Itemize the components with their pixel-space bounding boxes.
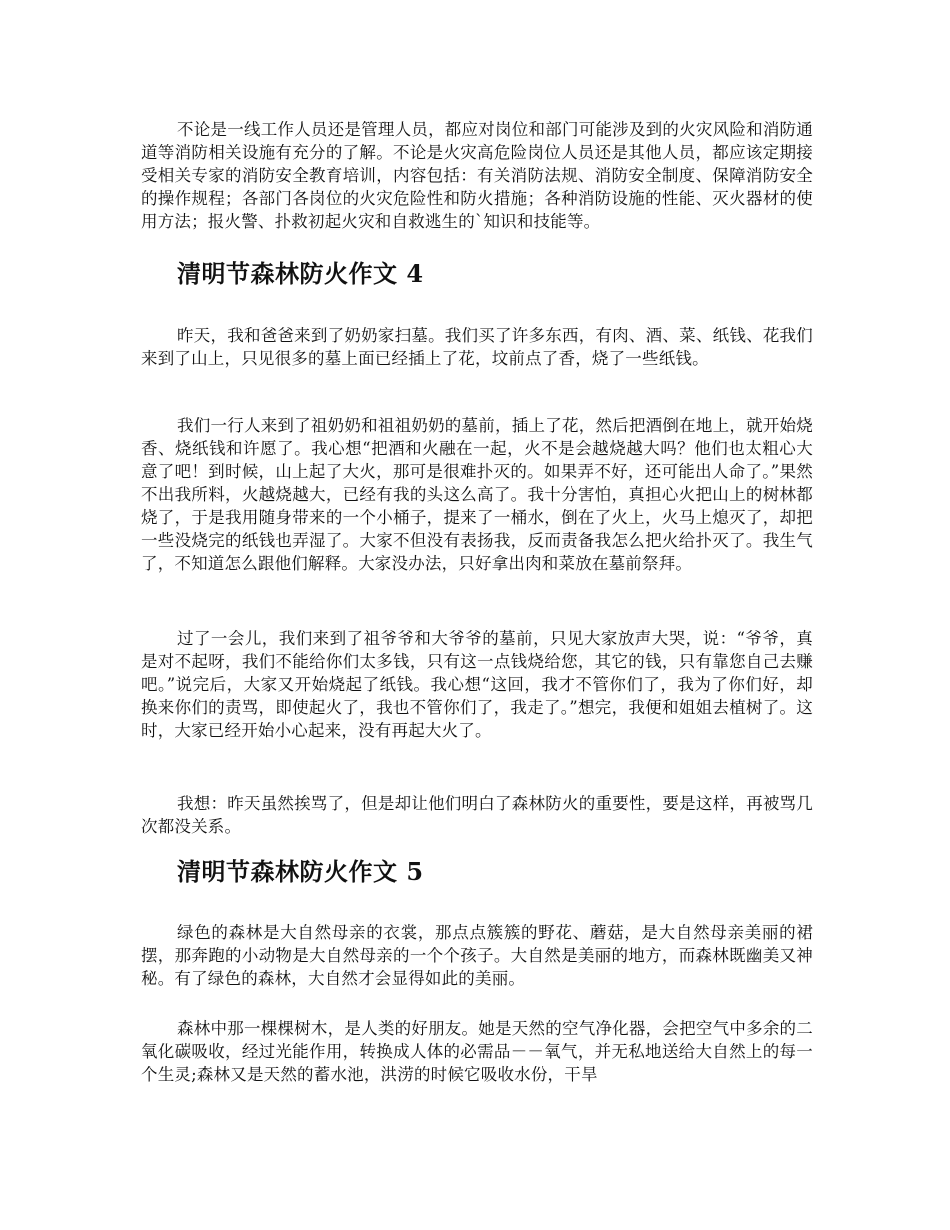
paragraph-s5-2: 森林中那一棵棵树木，是人类的好朋友。她是天然的空气净化器，会把空气中多余的二氧化碳吸收，经过光能作用，转换成人体的必需品－－氧气，并无私地送给大自然上的每一个生灵;森林又是天然的蓄水池，洪涝的时候它吸收水份，干旱 [141,1019,813,1084]
paragraph-s5-1: 绿色的森林是大自然母亲的衣裳，那点点簇簇的野花、蘑菇，是大自然母亲美丽的裙摆，那奔跑的小动物是大自然母亲的一个个孩子。大自然是美丽的地方，而森林既幽美又神秘。有了绿色的森林，大自然才会显得如此的美丽。 [141,923,813,988]
paragraph-s4-4: 我想：昨天虽然挨骂了，但是却让他们明白了森林防火的重要性，要是这样，再被骂几次都没关系。 [141,794,813,836]
paragraph-intro: 不论是一线工作人员还是管理人员，都应对岗位和部门可能涉及到的火灾风险和消防通道等消防相关设施有充分的了解。不论是火灾高危险岗位人员还是其他人员，都应该定期接受相关专家的消防安全教育培训，内容包括：有关消防法规、消防安全制度、保障消防安全的操作规程；各部门各岗位的火灾危险性和防火措施；各种消防设施的性能、灭火器材的使用方法；报火警、扑救初起火灾和自救逃生的`知识和技能等。 [141,120,813,231]
paragraph-s4-2: 我们一行人来到了祖奶奶和祖祖奶奶的墓前，插上了花，然后把酒倒在地上，就开始烧香、烧纸钱和许愿了。我心想“把酒和火融在一起，火不是会越烧越大吗？他们也太粗心大意了吧！到时候，山上起了大火，那可是很难扑灭的。如果弄不好，还可能出人命了。”果然不出我所料，火越烧越大，已经有我的头这么高了。我十分害怕，真担心火把山上的树林都烧了，于是我用随身带来的一个小桶子，提来了一桶水，倒在了火上，火马上熄灭了，却把一些没烧完的纸钱也弄湿了。大家不但没有表扬我，反而责备我怎么把火给扑灭了。我生气了，不知道怎么跟他们解释。大家没办法，只好拿出肉和菜放在墓前祭拜。 [141,416,813,573]
paragraph-s4-1: 昨天，我和爸爸来到了奶奶家扫墓。我们买了许多东西，有肉、酒、菜、纸钱、花我们来到了山上，只见很多的墓上面已经插上了花，坟前点了香，烧了一些纸钱。 [141,326,813,368]
paragraph-s4-3: 过了一会儿，我们来到了祖爷爷和大爷爷的墓前，只见大家放声大哭，说：“爷爷，真是对不起呀，我们不能给你们太多钱，只有这一点钱烧给您，其它的钱，只有靠您自己去赚吧。”说完后，大家又开始烧起了纸钱。我心想“这回，我才不管你们了，我为了你们好，却换来你们的责骂，即使起火了，我也不管你们了，我走了。”想完，我便和姐姐去植树了。这时，大家已经开始小心起来，没有再起大火了。 [141,629,813,740]
section-heading-5: 清明节森林防火作文 5 [177,857,424,886]
section-heading-4: 清明节森林防火作文 4 [177,259,424,288]
